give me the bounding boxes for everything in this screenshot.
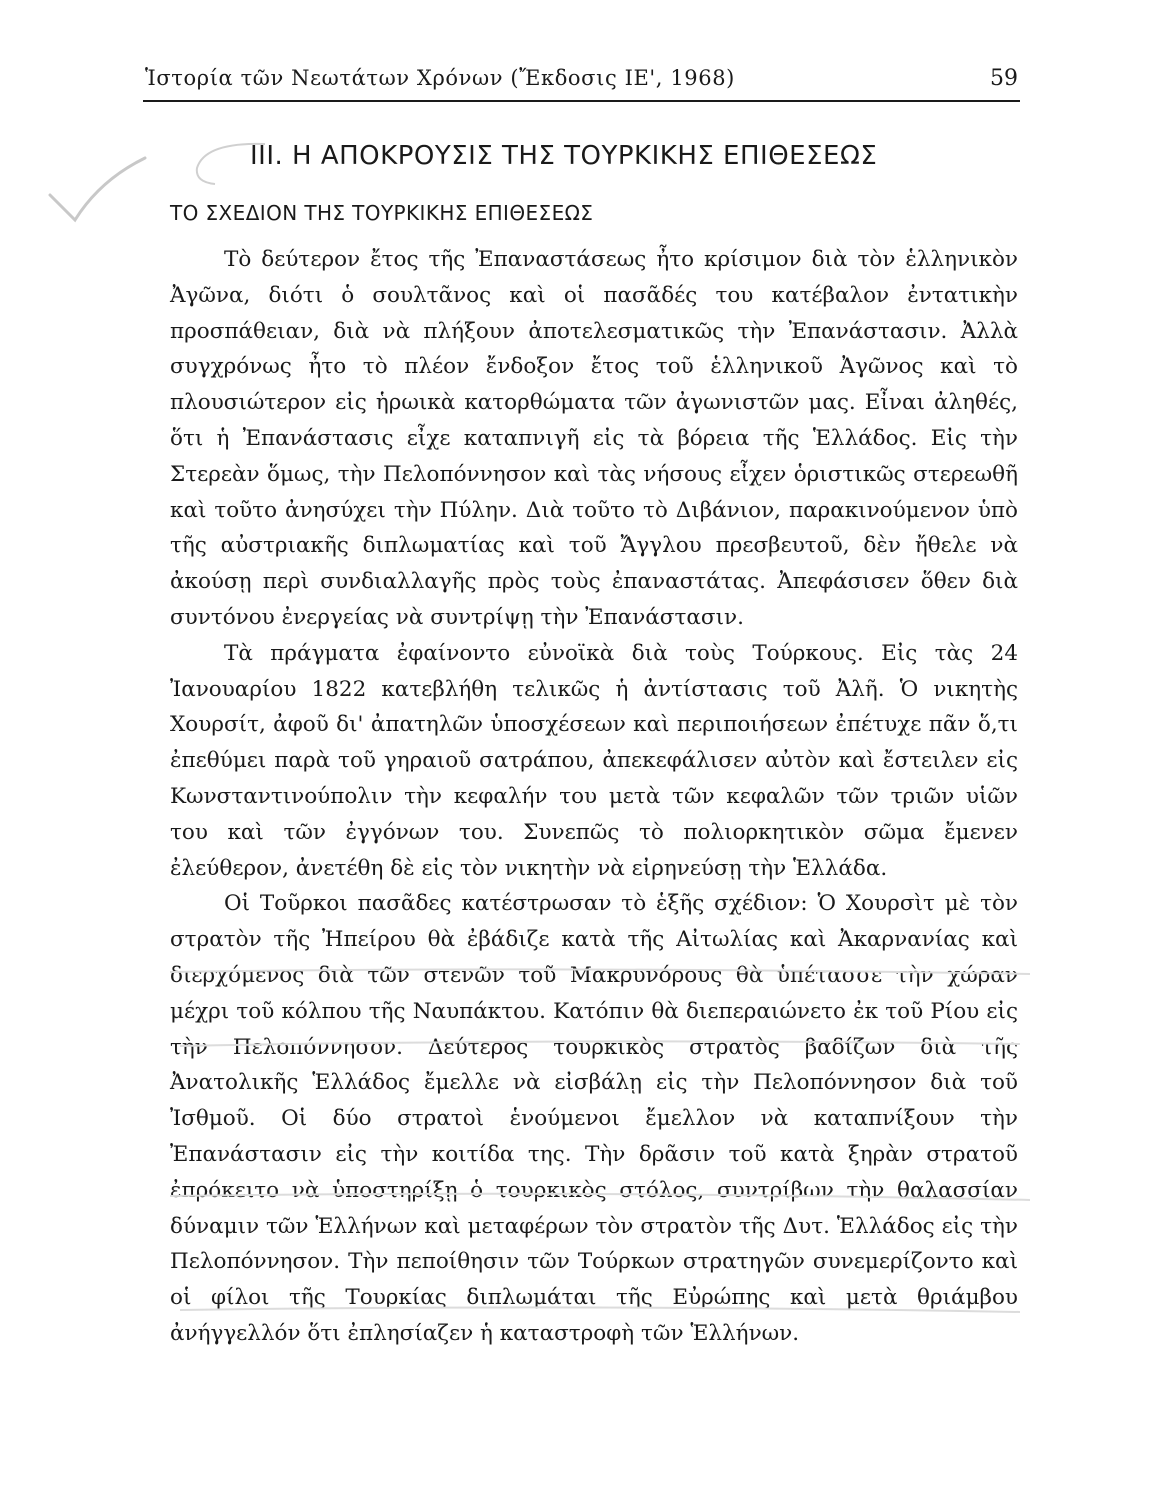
- page-number: 59: [990, 66, 1018, 91]
- paragraph-3: Οἱ Τοῦρκοι πασᾶδες κατέστρωσαν τὸ ἑξῆς σχέδιον: Ὁ Χουρσὶτ μὲ τὸν στρατὸν τῆς Ἠπείρου θὰ ἐβάδιζε κατὰ τῆς Αἰτωλίας καὶ Ἀκαρνανίας καὶ διερχόμενος διὰ τῶν στενῶν τοῦ Μακρυνόρους θὰ ὑπέτασσε τὴν χώραν μέχρι τοῦ κόλπου τῆς Ναυπάκτου. Κατόπιν θὰ διεπεραιώνετο ἐκ τοῦ Ρίου εἰς τὴν Πελοπόννησον. Δεύτερος τουρκικὸς στρατὸς βαδίζων διὰ τῆς Ἀνατολικῆς Ἑλλάδος ἔμελλε νὰ εἰσβάλῃ εἰς τὴν Πελοπόννησον διὰ τοῦ Ἰσθμοῦ. Οἱ δύο στρατοὶ ἑνούμενοι ἔμελλον νὰ καταπνίξουν τὴν Ἐπανάστασιν εἰς τὴν κοιτίδα της. Τὴν δρᾶσιν τοῦ κατὰ ξηρὰν στρατοῦ ἐπρόκειτο νὰ ὑποστηρίξῃ ὁ τουρκικὸς στόλος, συντρίβων τὴν θαλασσίαν δύναμιν τῶν Ἑλλήνων καὶ μεταφέρων τὸν στρατὸν τῆς Δυτ. Ἑλλάδος εἰς τὴν Πελοπόννησον. Τὴν πεποίθησιν τῶν Τούρκων στρατηγῶν συνεμερίζοντο καὶ οἱ φίλοι τῆς Τουρκίας διπλωμάται τῆς Εὐρώπης καὶ μετὰ θριάμβου ἀνήγγελλόν ὅτι ἐπλησίαζεν ἡ καταστροφὴ τῶν Ἑλλήνων.: [170, 891, 1018, 1346]
- running-header-title: Ἱστορία τῶν Νεωτάτων Χρόνων (Ἔκδοσις ΙΕ', 1968): [145, 66, 735, 90]
- header-rule: [143, 100, 1020, 102]
- chapter-title: III. Η ΑΠΟΚΡΟΥΣΙΣ ΤΗΣ ΤΟΥΡΚΙΚΗΣ ΕΠΙΘΕΣΕΩΣ: [250, 141, 878, 171]
- body-text: [170, 242, 1018, 1352]
- pencil-checkmark-icon: [40, 150, 160, 240]
- paragraph-1: Τὸ δεύτερον ἔτος τῆς Ἐπαναστάσεως ἦτο κρίσιμον διὰ τὸν ἑλληνικὸν Ἀγῶνα, διότι ὁ σουλτᾶνος καὶ οἱ πασᾶδές του κατέβαλον ἐντατικὴν προσπάθειαν, διὰ νὰ πλήξουν ἀποτελεσματικῶς τὴν Ἐπανάστασιν. Ἀλλὰ συγχρόνως ἦτο τὸ πλέον ἔνδοξον ἔτος τοῦ ἑλληνικοῦ Ἀγῶνος καὶ τὸ πλουσιώτερον εἰς ἡρωικὰ κατορθώματα τῶν ἀγωνιστῶν μας. Εἶναι ἀληθές, ὅτι ἡ Ἐπανάστασις εἶχε καταπνιγῆ εἰς τὰ βόρεια τῆς Ἑλλάδος. Εἰς τὴν Στερεὰν ὅμως, τὴν Πελοπόννησον καὶ τὰς νήσους εἶχεν ὁριστικῶς στερεωθῆ καὶ τοῦτο ἀνησύχει τὴν Πύλην. Διὰ τοῦτο τὸ Διβάνιον, παρακινούμενον ὑπὸ τῆς αὐστριακῆς διπλωματίας καὶ τοῦ Ἄγγλου πρεσβευτοῦ, δὲν ἤθελε νὰ ἀκούσῃ περὶ συνδιαλλαγῆς πρὸς τοὺς ἐπαναστάτας. Ἀπεφάσισεν ὅθεν διὰ συντόνου ἐνεργείας νὰ συντρίψῃ τὴν Ἐπανάστασιν.: [170, 247, 1018, 630]
- section-title: ΤΟ ΣΧΕΔΙΟΝ ΤΗΣ ΤΟΥΡΚΙΚΗΣ ΕΠΙΘΕΣΕΩΣ: [170, 201, 594, 225]
- paragraph-2: Τὰ πράγματα ἐφαίνοντο εὐνοϊκὰ διὰ τοὺς Τούρκους. Εἰς τὰς 24 Ἰανουαρίου 1822 κατεβλήθη τελικῶς ἡ ἀντίστασις τοῦ Ἀλῆ. Ὁ νικητὴς Χουρσίτ, ἀφοῦ δι' ἀπατηλῶν ὑποσχέσεων καὶ περιποιήσεων ἐπέτυχε πᾶν ὅ,τι ἐπεθύμει παρὰ τοῦ γηραιοῦ σατράπου, ἀπεκεφάλισεν αὐτὸν καὶ ἔστειλεν εἰς Κωνσταντινούπολιν τὴν κεφαλήν του μετὰ τῶν κεφαλῶν τῶν τριῶν υἱῶν του καὶ τῶν ἐγγόνων του. Συνεπῶς τὸ πολιορκητικὸν σῶμα ἔμενεν ἐλεύθερον, ἀνετέθη δὲ εἰς τὸν νικητὴν νὰ εἰρηνεύσῃ τὴν Ἑλλάδα.: [170, 640, 1018, 881]
